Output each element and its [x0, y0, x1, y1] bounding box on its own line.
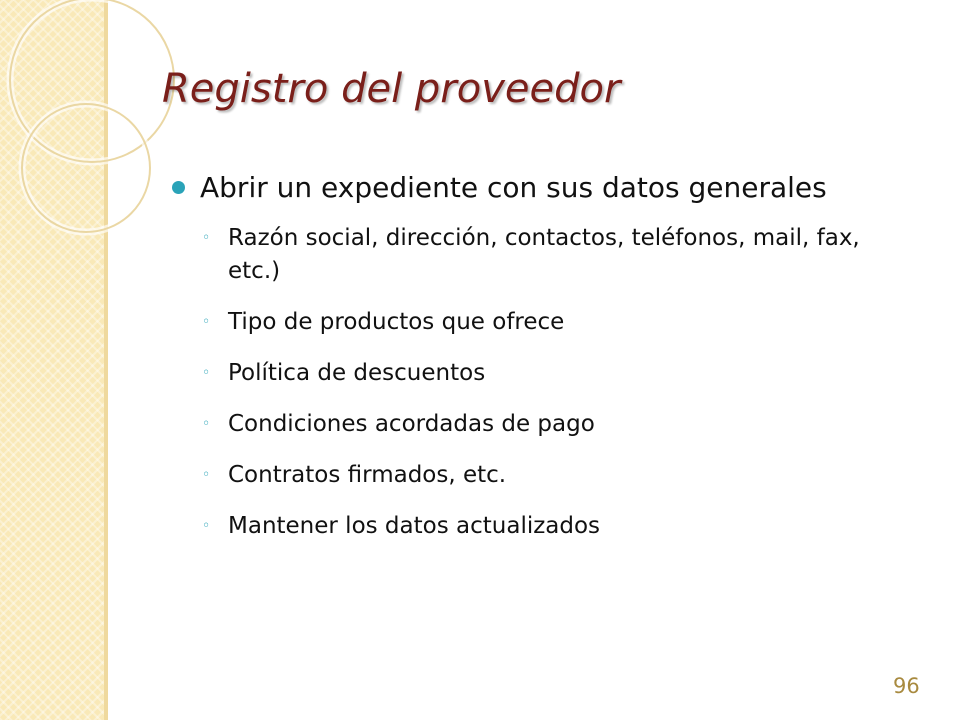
page-number: 96	[893, 674, 920, 698]
sub-bullet-ring-icon: ◦	[202, 416, 211, 432]
sub-bullet-item	[172, 459, 892, 492]
sub-bullet-item	[172, 510, 892, 543]
sub-bullet-text: Tipo de productos que ofrece	[228, 309, 565, 335]
sub-bullet-item	[172, 408, 892, 441]
decorative-sidebar	[0, 0, 107, 720]
bullet-dot-icon	[172, 181, 185, 194]
slide-content	[172, 168, 892, 561]
sidebar-edge	[104, 0, 108, 720]
sub-bullet-ring-icon: ◦	[202, 230, 211, 246]
sub-bullet-text: Razón social, dirección, contactos, teléfonos, mail, fax, etc.)	[228, 225, 860, 284]
sub-bullet-ring-icon: ◦	[202, 518, 211, 534]
sub-bullet-item	[172, 357, 892, 390]
sub-bullet-item	[172, 222, 892, 288]
sub-bullet-text: Política de descuentos	[228, 360, 486, 386]
bullet-item	[172, 168, 892, 208]
slide-title: Registro del proveedor	[162, 66, 621, 112]
sub-bullet-item	[172, 306, 892, 339]
sub-bullet-ring-icon: ◦	[202, 314, 211, 330]
sub-bullet-text: Mantener los datos actualizados	[228, 513, 601, 539]
sub-bullet-ring-icon: ◦	[202, 467, 211, 483]
sub-bullet-text: Condiciones acordadas de pago	[228, 411, 595, 437]
sub-bullet-text: Contratos firmados, etc.	[228, 462, 507, 488]
sub-bullet-ring-icon: ◦	[202, 365, 211, 381]
bullet-text: Abrir un expediente con sus datos generales	[200, 171, 827, 204]
